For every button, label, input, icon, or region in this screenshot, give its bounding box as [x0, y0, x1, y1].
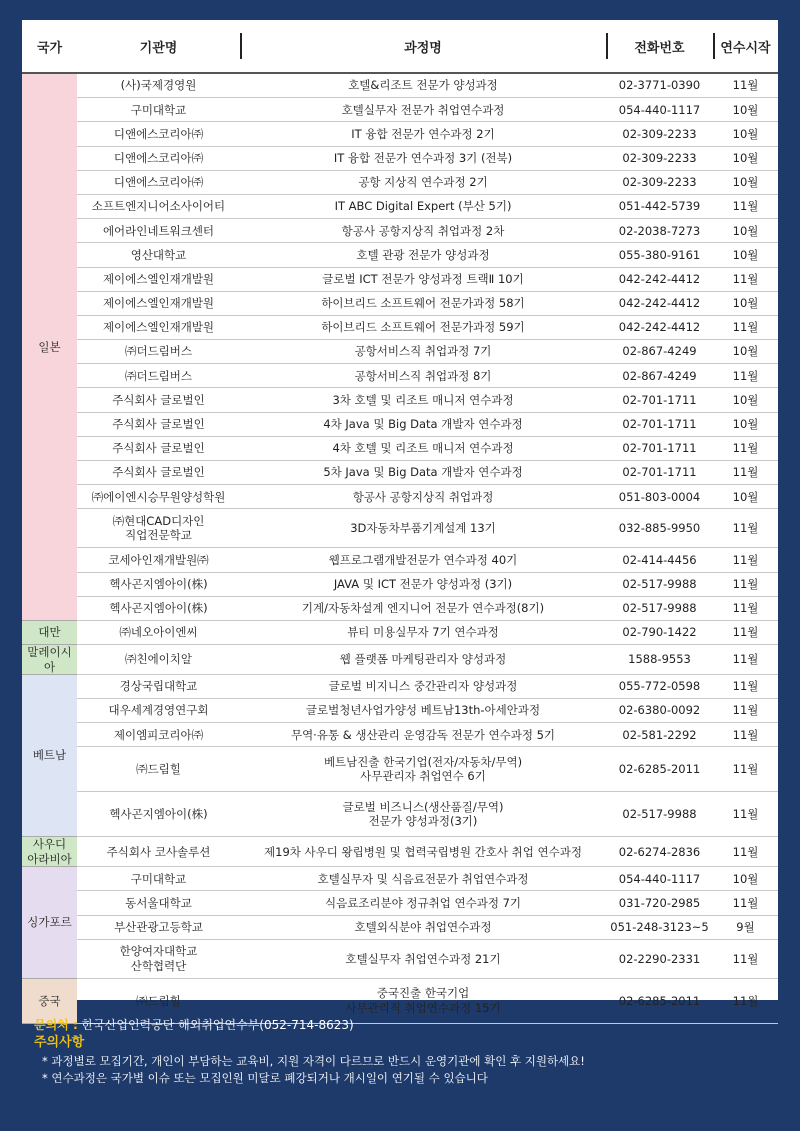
- phone-cell: 055-380-9161: [606, 243, 713, 267]
- table-header-row: [22, 20, 778, 73]
- contact-text: 한국산업인력공단 해외취업연수부(052-714-8623): [81, 1018, 354, 1032]
- phone-cell: 02-2290-2331: [606, 939, 713, 978]
- header-country: 국가: [22, 20, 77, 73]
- course-cell: IT 융합 전문가 연수과정 3기 (전북): [240, 146, 606, 170]
- course-cell: IT 융합 전문가 연수과정 2기: [240, 122, 606, 146]
- institution-cell: 주식회사 코사솔루션: [77, 837, 240, 867]
- table-row: [22, 620, 778, 644]
- course-cell: 뷰티 미용실무자 7기 연수과정: [240, 620, 606, 644]
- course-cell: 5차 Java 및 Big Data 개발자 연수과정: [240, 461, 606, 485]
- institution-cell: 부산관광고등학교: [77, 915, 240, 939]
- table-row: [22, 572, 778, 596]
- phone-cell: 1588-9553: [606, 645, 713, 675]
- phone-cell: 054-440-1117: [606, 867, 713, 891]
- notice-1: * 과정별로 모집기간, 개인이 부담하는 교육비, 지원 자격이 다르므로 반드시 운영기관에 확인 후 지원하세요!: [42, 1054, 585, 1069]
- institution-cell: 구미대학교: [77, 98, 240, 122]
- table-row: [22, 674, 778, 698]
- notice-2: * 연수과정은 국가별 이슈 또는 모집인원 미달로 폐강되거나 개시일이 연기될 수 있습니다: [42, 1070, 488, 1085]
- institution-cell: 주식회사 글로벌인: [77, 436, 240, 460]
- header-start: 연수시작: [713, 20, 778, 73]
- country-cell: 중국: [22, 978, 77, 1023]
- institution-cell: ㈜더드림버스: [77, 364, 240, 388]
- phone-cell: 032-885-9950: [606, 509, 713, 548]
- start-month-cell: 11월: [713, 891, 778, 915]
- phone-cell: 051-248-3123~5: [606, 915, 713, 939]
- institution-cell: 제이엠피코리아㈜: [77, 723, 240, 747]
- start-month-cell: 10월: [713, 146, 778, 170]
- start-month-cell: 11월: [713, 699, 778, 723]
- institution-cell: 주식회사 글로벌인: [77, 461, 240, 485]
- start-month-cell: 10월: [713, 170, 778, 194]
- course-table: [22, 20, 778, 1024]
- institution-cell: 에어라인네트워크센터: [77, 219, 240, 243]
- country-cell: 베트남: [22, 674, 77, 837]
- course-cell: JAVA 및 ICT 전문가 양성과정 (3기): [240, 572, 606, 596]
- header-institution: 기관명: [77, 20, 240, 73]
- phone-cell: 054-440-1117: [606, 98, 713, 122]
- start-month-cell: 10월: [713, 219, 778, 243]
- table-row: [22, 837, 778, 867]
- start-month-cell: 10월: [713, 340, 778, 364]
- course-cell: 하이브리드 소프트웨어 전문가과정 59기: [240, 315, 606, 339]
- course-table-card: [22, 20, 778, 1015]
- phone-cell: 02-701-1711: [606, 436, 713, 460]
- start-month-cell: 11월: [713, 723, 778, 747]
- institution-cell: 주식회사 글로벌인: [77, 412, 240, 436]
- course-cell: 글로벌 비즈니스(생산품질/무역) 전문가 양성과정(3기): [240, 792, 606, 837]
- start-month-cell: 10월: [713, 291, 778, 315]
- institution-cell: ㈜더드림버스: [77, 340, 240, 364]
- contact-line: [34, 1017, 774, 1034]
- course-cell: 무역·유통 & 생산관리 운영감독 전문가 연수과정 5기: [240, 723, 606, 747]
- phone-cell: 02-867-4249: [606, 340, 713, 364]
- course-cell: IT ABC Digital Expert (부산 5기): [240, 194, 606, 218]
- table-row: [22, 340, 778, 364]
- table-row: [22, 315, 778, 339]
- table-row: [22, 867, 778, 891]
- institution-cell: ㈜친에이치알: [77, 645, 240, 675]
- phone-cell: 042-242-4412: [606, 291, 713, 315]
- course-cell: 호텔외식분야 취업연수과정: [240, 915, 606, 939]
- country-cell: 일본: [22, 73, 77, 620]
- institution-cell: 영산대학교: [77, 243, 240, 267]
- start-month-cell: 11월: [713, 792, 778, 837]
- course-cell: 공항서비스직 취업과정 7기: [240, 340, 606, 364]
- phone-cell: 042-242-4412: [606, 315, 713, 339]
- course-cell: 베트남진출 한국기업(전자/자동차/무역) 사무관리자 취업연수 6기: [240, 747, 606, 792]
- country-cell: 말레이시아: [22, 645, 77, 675]
- course-cell: 항공사 공항지상직 취업과정: [240, 485, 606, 509]
- country-cell: 대만: [22, 620, 77, 644]
- table-row: [22, 509, 778, 548]
- country-cell: 사우디 아라비아: [22, 837, 77, 867]
- phone-cell: 02-581-2292: [606, 723, 713, 747]
- institution-cell: 헥사곤지엠아이(株): [77, 792, 240, 837]
- table-row: [22, 723, 778, 747]
- institution-cell: ㈜드림힐: [77, 747, 240, 792]
- start-month-cell: 10월: [713, 243, 778, 267]
- table-row: [22, 122, 778, 146]
- phone-cell: 02-701-1711: [606, 388, 713, 412]
- course-cell: 글로벌 비지니스 중간관리자 양성과정: [240, 674, 606, 698]
- phone-cell: 042-242-4412: [606, 267, 713, 291]
- phone-cell: 02-517-9988: [606, 792, 713, 837]
- header-course: 과정명: [240, 20, 606, 73]
- phone-cell: 02-3771-0390: [606, 73, 713, 98]
- table-row: [22, 596, 778, 620]
- course-cell: 기계/자동차설계 엔지니어 전문가 연수과정(8기): [240, 596, 606, 620]
- phone-cell: 02-414-4456: [606, 548, 713, 572]
- phone-cell: 031-720-2985: [606, 891, 713, 915]
- start-month-cell: 9월: [713, 915, 778, 939]
- contact-label: 문의처 :: [34, 1018, 78, 1032]
- phone-cell: 055-772-0598: [606, 674, 713, 698]
- start-month-cell: 10월: [713, 388, 778, 412]
- table-body: [22, 73, 778, 1023]
- institution-cell: (사)국제경영원: [77, 73, 240, 98]
- institution-cell: 헥사곤지엠아이(株): [77, 596, 240, 620]
- table-row: [22, 98, 778, 122]
- course-cell: 글로벌청년사업가양성 베트남13th-아세안과정: [240, 699, 606, 723]
- phone-cell: 02-517-9988: [606, 596, 713, 620]
- start-month-cell: 11월: [713, 436, 778, 460]
- institution-cell: 디앤에스코리아㈜: [77, 170, 240, 194]
- start-month-cell: 11월: [713, 837, 778, 867]
- start-month-cell: 11월: [713, 978, 778, 1023]
- phone-cell: 02-2038-7273: [606, 219, 713, 243]
- phone-cell: 051-803-0004: [606, 485, 713, 509]
- table-row: [22, 891, 778, 915]
- table-row: [22, 915, 778, 939]
- course-cell: 하이브리드 소프트웨어 전문가과정 58기: [240, 291, 606, 315]
- country-cell: 싱가포르: [22, 867, 77, 979]
- phone-cell: 02-6380-0092: [606, 699, 713, 723]
- start-month-cell: 10월: [713, 98, 778, 122]
- institution-cell: 제이에스엘인재개발원: [77, 267, 240, 291]
- start-month-cell: 11월: [713, 315, 778, 339]
- table-row: [22, 388, 778, 412]
- table-row: [22, 645, 778, 675]
- phone-cell: 02-701-1711: [606, 412, 713, 436]
- table-row: [22, 485, 778, 509]
- table-row: [22, 219, 778, 243]
- institution-cell: 제이에스엘인재개발원: [77, 315, 240, 339]
- start-month-cell: 10월: [713, 412, 778, 436]
- course-cell: 4차 Java 및 Big Data 개발자 연수과정: [240, 412, 606, 436]
- start-month-cell: 11월: [713, 461, 778, 485]
- course-cell: 제19차 사우디 왕립병원 및 협력국립병원 간호사 취업 연수과정: [240, 837, 606, 867]
- start-month-cell: 11월: [713, 620, 778, 644]
- table-row: [22, 364, 778, 388]
- table-row: [22, 194, 778, 218]
- course-cell: 호텔실무자 전문가 취업연수과정: [240, 98, 606, 122]
- phone-cell: 02-6285-2011: [606, 978, 713, 1023]
- table-row: [22, 412, 778, 436]
- start-month-cell: 11월: [713, 194, 778, 218]
- phone-cell: 051-442-5739: [606, 194, 713, 218]
- institution-cell: 디앤에스코리아㈜: [77, 122, 240, 146]
- phone-cell: 02-309-2233: [606, 122, 713, 146]
- course-cell: 글로벌 ICT 전문가 양성과정 트랙Ⅱ 10기: [240, 267, 606, 291]
- header-phone: 전화번호: [606, 20, 713, 73]
- institution-cell: 경상국립대학교: [77, 674, 240, 698]
- notice-title: 주의사항: [34, 1035, 85, 1051]
- institution-cell: 디앤에스코리아㈜: [77, 146, 240, 170]
- course-cell: 3차 호텔 및 리조트 매니저 연수과정: [240, 388, 606, 412]
- course-cell: 4차 호텔 및 리조트 매니저 연수과정: [240, 436, 606, 460]
- start-month-cell: 11월: [713, 596, 778, 620]
- table-row: [22, 461, 778, 485]
- phone-cell: 02-517-9988: [606, 572, 713, 596]
- institution-cell: 주식회사 글로벌인: [77, 388, 240, 412]
- table-row: [22, 699, 778, 723]
- course-cell: 중국진출 한국기업 사무관리직 취업연수과정 15기: [240, 978, 606, 1023]
- table-row: [22, 243, 778, 267]
- course-cell: 항공사 공항지상직 취업과정 2차: [240, 219, 606, 243]
- institution-cell: 구미대학교: [77, 867, 240, 891]
- table-row: [22, 146, 778, 170]
- start-month-cell: 11월: [713, 939, 778, 978]
- start-month-cell: 10월: [713, 867, 778, 891]
- phone-cell: 02-309-2233: [606, 170, 713, 194]
- start-month-cell: 11월: [713, 267, 778, 291]
- table-row: [22, 267, 778, 291]
- start-month-cell: 11월: [713, 548, 778, 572]
- course-cell: 웹 플랫폼 마케팅관리자 양성과정: [240, 645, 606, 675]
- course-cell: 웹프로그램개발전문가 연수과정 40기: [240, 548, 606, 572]
- institution-cell: ㈜현대CAD디자인 직업전문학교: [77, 509, 240, 548]
- institution-cell: 헥사곤지엠아이(株): [77, 572, 240, 596]
- start-month-cell: 11월: [713, 645, 778, 675]
- start-month-cell: 11월: [713, 364, 778, 388]
- start-month-cell: 11월: [713, 73, 778, 98]
- table-row: [22, 436, 778, 460]
- course-cell: 3D자동차부품기계설계 13기: [240, 509, 606, 548]
- phone-cell: 02-867-4249: [606, 364, 713, 388]
- start-month-cell: 10월: [713, 122, 778, 146]
- institution-cell: ㈜네오아이엔씨: [77, 620, 240, 644]
- course-cell: 식음료조리분야 정규취업 연수과정 7기: [240, 891, 606, 915]
- institution-cell: 제이에스엘인재개발원: [77, 291, 240, 315]
- phone-cell: 02-6274-2836: [606, 837, 713, 867]
- phone-cell: 02-309-2233: [606, 146, 713, 170]
- course-cell: 호텔실무자 취업연수과정 21기: [240, 939, 606, 978]
- phone-cell: 02-790-1422: [606, 620, 713, 644]
- course-cell: 호텔&리조트 전문가 양성과정: [240, 73, 606, 98]
- start-month-cell: 11월: [713, 572, 778, 596]
- institution-cell: 코세아인재개발원㈜: [77, 548, 240, 572]
- course-cell: 공항서비스직 취업과정 8기: [240, 364, 606, 388]
- institution-cell: 대우세계경영연구회: [77, 699, 240, 723]
- institution-cell: ㈜에이엔시승무원양성학원: [77, 485, 240, 509]
- phone-cell: 02-701-1711: [606, 461, 713, 485]
- table-row: [22, 792, 778, 837]
- table-row: [22, 291, 778, 315]
- table-row: [22, 939, 778, 978]
- institution-cell: 소프트엔지니어소사이어티: [77, 194, 240, 218]
- course-cell: 호텔실무자 및 식음료전문가 취업연수과정: [240, 867, 606, 891]
- institution-cell: 한양여자대학교 산학협력단: [77, 939, 240, 978]
- phone-cell: 02-6285-2011: [606, 747, 713, 792]
- institution-cell: ㈜드림힐: [77, 978, 240, 1023]
- table-row: [22, 73, 778, 98]
- start-month-cell: 11월: [713, 509, 778, 548]
- course-cell: 호텔 관광 전문가 양성과정: [240, 243, 606, 267]
- table-row: [22, 548, 778, 572]
- institution-cell: 동서울대학교: [77, 891, 240, 915]
- start-month-cell: 10월: [713, 485, 778, 509]
- course-cell: 공항 지상직 연수과정 2기: [240, 170, 606, 194]
- footer: [34, 1017, 774, 1087]
- start-month-cell: 11월: [713, 674, 778, 698]
- table-row: [22, 170, 778, 194]
- table-row: [22, 747, 778, 792]
- start-month-cell: 11월: [713, 747, 778, 792]
